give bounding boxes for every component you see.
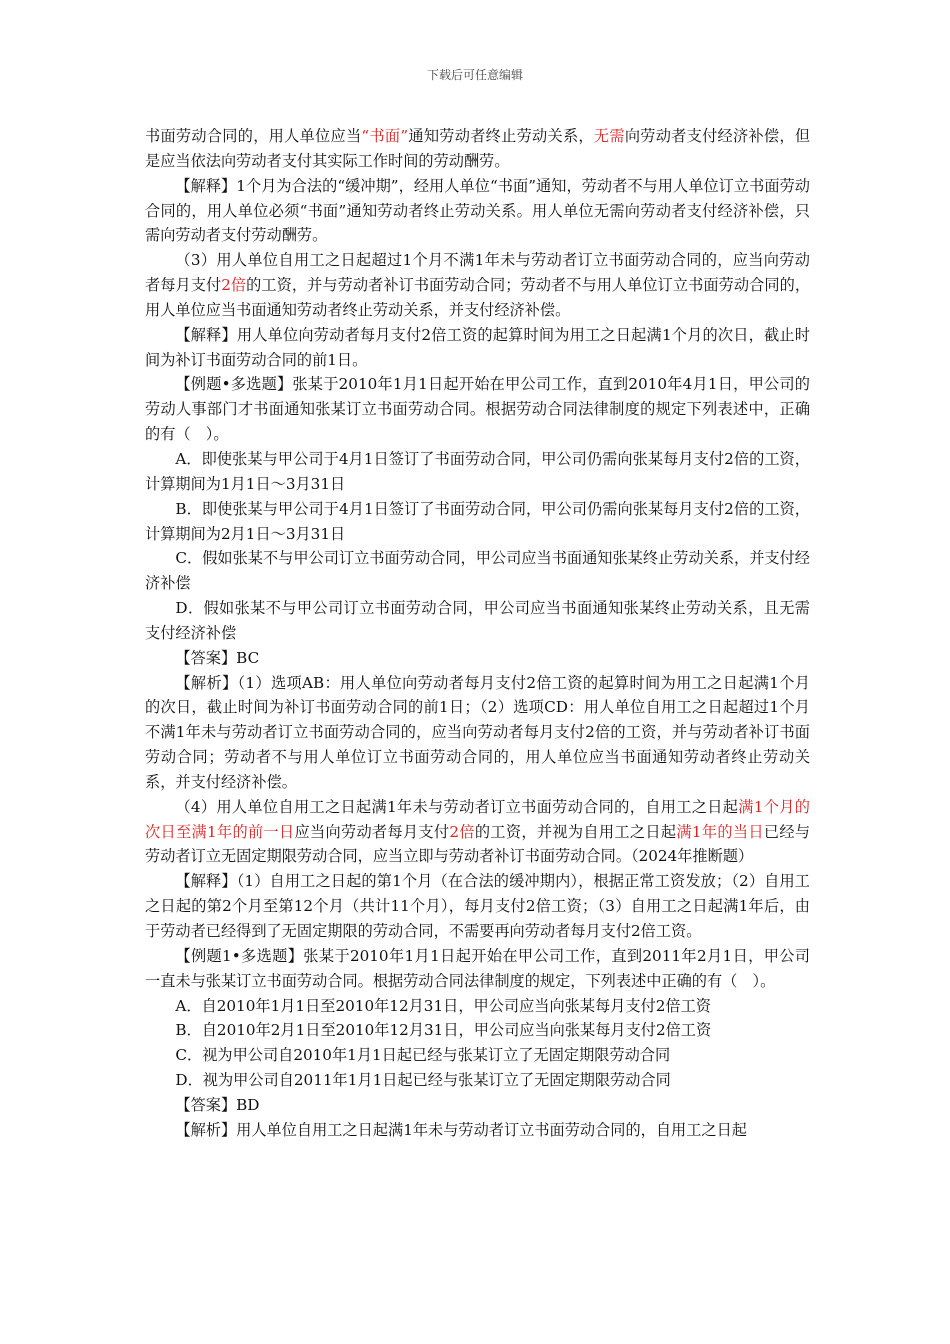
document-body [145,124,810,1143]
paragraph [145,497,810,547]
highlighted-text: 2倍 [221,276,247,295]
highlighted-text: 满1年的当日 [676,822,764,841]
text-segment: 【答案】BC [175,648,260,667]
text-segment: 【解释】（1）自用工之日起的第1个月（在合法的缓冲期内），根据正常工资发放；（2）自用工之日起的第2个月至第12个月（共计11个月），每月支付2倍工资；（3）自用工之日起满1年后，由于劳动者已经得到了无固定期限的劳动合同，不需要再向劳动者每月支付2倍工资。 [145,872,810,940]
paragraph [145,646,810,671]
paragraph [145,944,810,994]
paragraph [145,795,810,870]
paragraph [145,124,810,174]
paragraph [145,1093,810,1118]
text-segment: 【答案】BD [175,1095,260,1114]
paragraph [145,1043,810,1068]
paragraph [145,994,810,1019]
text-segment: A．即使张某与甲公司于4月1日签订了书面劳动合同，甲公司仍需向张某每月支付2倍的工资，计算期间为1月1日～3月31日 [145,449,810,493]
text-segment: 应当向劳动者每月支付 [294,822,450,841]
paragraph [145,1118,810,1143]
text-segment: B．自2010年2月1日至2010年12月31日，甲公司应当向张某每月支付2倍工资 [175,1021,712,1040]
text-segment: 的工资，并视为自用工之日起 [474,822,677,841]
text-segment: 已经与劳动者订立无固定期限劳动合同，应当立即与劳动者补订书面劳动合同。（2024年推断题） [145,822,811,866]
highlighted-text: 无需 [593,127,625,145]
paragraph [145,1018,810,1043]
text-segment: （4）用人单位自用工之日起满1年未与劳动者订立书面劳动合同的，自用工之日起 [175,797,739,816]
text-segment: 书面劳动合同的，用人单位应当 [145,127,362,145]
text-segment: C．假如张某不与甲公司订立书面劳动合同，甲公司应当书面通知张某终止劳动关系，并支付经济补偿 [145,549,810,593]
highlighted-text: “书面” [361,127,409,145]
paragraph [145,248,810,323]
text-segment: C．视为甲公司自2010年1月1日起已经与张某订立了无固定期限劳动合同 [175,1046,671,1065]
paragraph [145,546,810,596]
highlighted-text: 满1个月的次日至满1年的前一日 [145,797,810,841]
text-segment: B．即使张某与甲公司于4月1日签订了书面劳动合同，甲公司仍需向张某每月支付2倍的工资，计算期间为2月1日～3月31日 [145,499,810,543]
text-segment: 的工资，并与劳动者补订书面劳动合同；劳动者不与用人单位订立书面劳动合同的，用人单位应当书面通知劳动者终止劳动关系，并支付经济补偿。 [145,276,811,319]
paragraph [145,174,810,249]
text-segment: 【解析】（1）选项AB：用人单位向劳动者每月支付2倍工资的起算时间为用工之日起满1个月的次日，截止时间为补订书面劳动合同的前1日；（2）选项CD：用人单位自用工之日起超过1个月不满1年未与劳动者订立书面劳动合同的，应当向劳动者每月支付2倍的工资，并与劳动者补订书面劳动合同；劳动者不与用人单位订立书面劳动合同的，用人单位应当书面通知劳动者终止劳动关系，并支付经济补偿。 [145,673,810,791]
highlighted-text: 2倍 [449,822,475,841]
paragraph [145,1068,810,1093]
text-segment: D．视为甲公司自2011年1月1日起已经与张某订立了无固定期限劳动合同 [175,1071,671,1090]
paragraph [145,372,810,447]
text-segment: 【例题•多选题】张某于2010年1月1日起开始在甲公司工作，直到2010年4月1日，甲公司的劳动人事部门才书面通知张某订立书面劳动合同。根据劳动合同法律制度的规定下列表述中，正确的有（ ）。 [145,375,810,444]
text-segment: 【例题1•多选题】张某于2010年1月1日起开始在甲公司工作，直到2011年2月1日，甲公司一直未与张某订立书面劳动合同。根据劳动合同法律制度的规定，下列表述中正确的有（ ）。 [145,946,810,990]
text-segment: （3）用人单位自用工之日起超过1个月不满1年未与劳动者订立书面劳动合同的，应当向劳动者每月支付 [145,251,810,295]
paragraph [145,671,810,795]
paragraph [145,596,810,646]
text-segment: D．假如张某不与甲公司订立书面劳动合同，甲公司应当书面通知张某终止劳动关系，且无需支付经济补偿 [145,599,810,642]
paragraph [145,869,810,944]
text-segment: 通知劳动者终止劳动关系， [408,127,594,145]
text-segment: 【解释】1个月为合法的“缓冲期”，经用人单位“书面”通知，劳动者不与用人单位订立书面劳动合同的，用人单位必须“书面”通知劳动者终止劳动关系。用人单位无需向劳动者支付经济补偿，只需向劳动者支付劳动酬劳。 [145,176,810,245]
text-segment: 【解释】用人单位向劳动者每月支付2倍工资的起算时间为用工之日起满1个月的次日，截止时间为补订书面劳动合同的前1日。 [145,325,810,369]
paragraph [145,447,810,497]
text-segment: 【解析】用人单位自用工之日起满1年未与劳动者订立书面劳动合同的，自用工之日起 [175,1120,747,1139]
text-segment: A．自2010年1月1日至2010年12月31日，甲公司应当向张某每月支付2倍工资 [175,996,711,1015]
page-header: 下载后可任意编辑 [426,68,523,82]
paragraph [145,323,810,373]
text-segment: 向劳动者支付经济补偿，但是应当依法向劳动者支付其实际工作时间的劳动酬劳。 [145,127,811,170]
